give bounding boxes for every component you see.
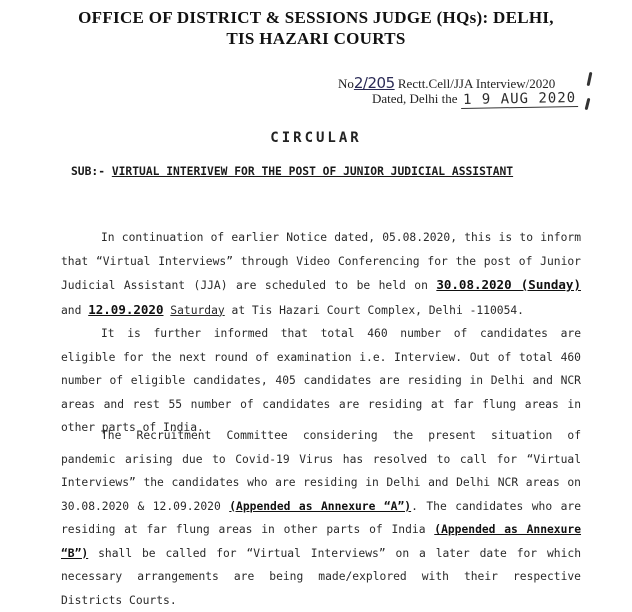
document-title: CIRCULAR [270,130,362,146]
subject-text: VIRTUAL INTERIVEW FOR THE POST OF JUNIOR JUDICIAL ASSISTANT [111,165,514,178]
pen-mark [587,72,593,86]
para2-text: It is further informed that total 460 number of candidates are eligible for the next round of examination i.e. Interview. Out of total 460 number of eligible candidates, 405 candidates are residing in Delhi and NCR areas and rest 55 number of candidates are residing at far flung areas in other parts of India. [61,327,581,434]
ref-no-suffix: Rectt.Cell/JJA Interview/2020 [397,76,556,91]
paragraph-1 [61,226,581,322]
para1-text-a: In continuation of earlier Notice dated, 05.08.2020, this is to inform that “Virtual Interviews” through Video Conferencing for the post of Junior Judicial Assistant (JJA) are scheduled to be held on [61,231,581,292]
reference-number [338,74,555,92]
para1-day2: Saturday [170,303,225,317]
ref-handwritten-number: 2/205 [353,74,395,92]
para3-text-b: . The candidates who are residing at far flung areas in other parts of India [61,499,581,536]
date-stamp: 1 9 AUG 2020 [461,90,578,109]
ref-no-prefix: No [338,76,354,91]
para1-date2: 12.09.2020 [88,301,164,317]
para3-text-a: The Recruitment Committee considering the present situation of pandemic arising due to Covid-19 Virus has resolved to call for “Virtual Interviews” the candidates who are residing in Delhi and Delhi NCR areas on 30.08.2020 & 12.09.2020 [61,429,581,513]
dated-line [372,91,578,108]
pen-mark [585,98,591,110]
subject-label: SUB:- [71,165,106,178]
para3-text-c: shall be called for “Virtual Interviews” on a later date for which necessary arrangements are being made/explored with their respective Districts Courts. [61,546,581,607]
para1-text-c: at Tis Hazari Court Complex, Delhi -110054. [224,303,524,317]
paragraph-3 [61,424,581,612]
para1-date1: 30.08.2020 (Sunday) [436,277,581,292]
dated-label: Dated, Delhi the [372,91,458,106]
office-title-line1: OFFICE OF DISTRICT & SESSIONS JUDGE (HQs): DELHI, [78,8,554,27]
office-title-line2: TIS HAZARI COURTS [226,29,406,48]
annexure-a-reference: (Appended as Annexure “A”) [229,499,412,513]
paragraph-2 [61,322,581,440]
annexure-b-reference: (Appended as Annexure “B”) [61,523,582,560]
subject-line [71,165,513,178]
para1-text-b: and [61,303,89,317]
